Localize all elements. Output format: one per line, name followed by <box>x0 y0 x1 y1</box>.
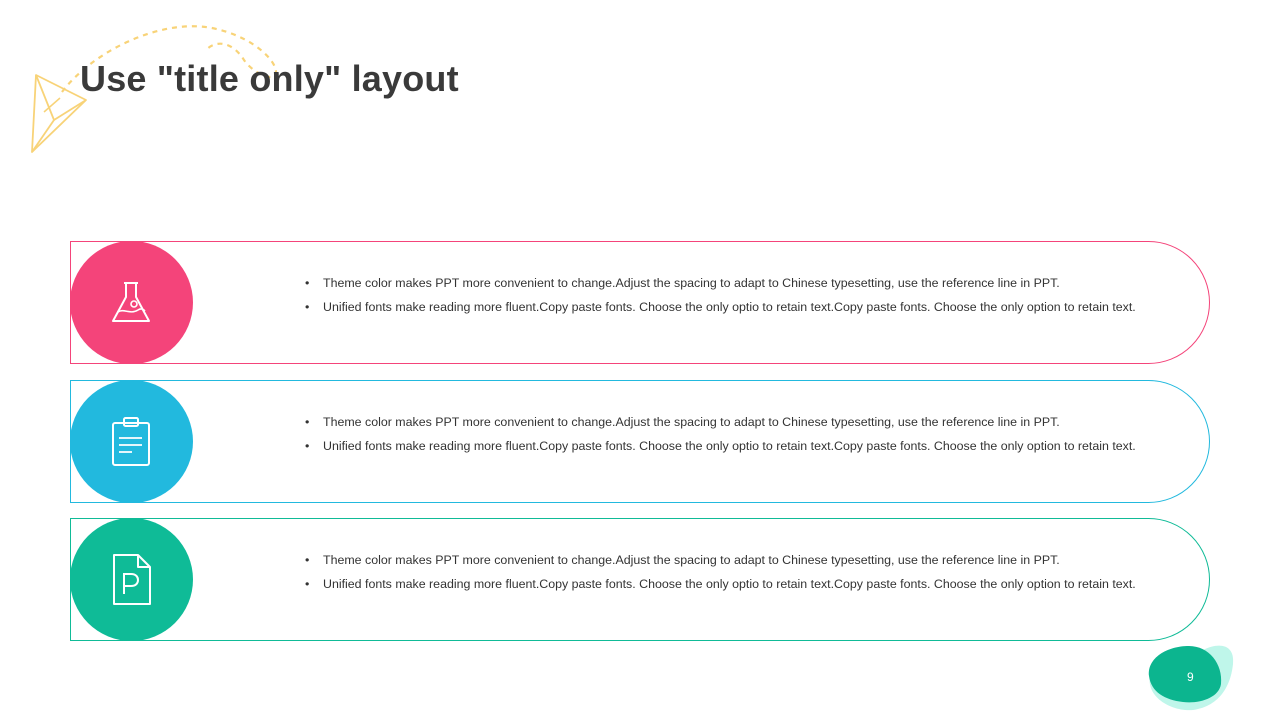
bullet-item: • Unified fonts make reading more fluent.Copy paste fonts. Choose the only optio to retain text.Copy paste fonts. Choose the only option to retain text. <box>303 434 1143 458</box>
card-bullet-list <box>303 271 1143 319</box>
card-icon-circle <box>70 241 193 364</box>
feature-card-2 <box>70 380 1210 503</box>
page-number-badge <box>1141 642 1236 712</box>
card-bullet-list <box>303 410 1143 458</box>
feature-card-1 <box>70 241 1210 364</box>
clipboard-icon <box>104 414 158 468</box>
slide-title: Use "title only" layout <box>80 58 459 99</box>
document-p-icon <box>104 552 158 606</box>
card-icon-circle <box>70 518 193 641</box>
bullet-item: • Theme color makes PPT more convenient to change.Adjust the spacing to adapt to Chinese typesetting, use the reference line in PPT. <box>303 548 1143 572</box>
flask-icon <box>104 275 158 329</box>
bullet-item: • Unified fonts make reading more fluent.Copy paste fonts. Choose the only optio to retain text.Copy paste fonts. Choose the only option to retain text. <box>303 572 1143 596</box>
feature-card-3 <box>70 518 1210 641</box>
bullet-item: • Theme color makes PPT more convenient to change.Adjust the spacing to adapt to Chinese typesetting, use the reference line in PPT. <box>303 410 1143 434</box>
card-icon-circle <box>70 380 193 503</box>
bullet-item: • Theme color makes PPT more convenient to change.Adjust the spacing to adapt to Chinese typesetting, use the reference line in PPT. <box>303 271 1143 295</box>
card-bullet-list <box>303 548 1143 596</box>
bullet-item: • Unified fonts make reading more fluent.Copy paste fonts. Choose the only optio to retain text.Copy paste fonts. Choose the only option to retain text. <box>303 295 1143 319</box>
page-number: 9 <box>1187 670 1194 684</box>
